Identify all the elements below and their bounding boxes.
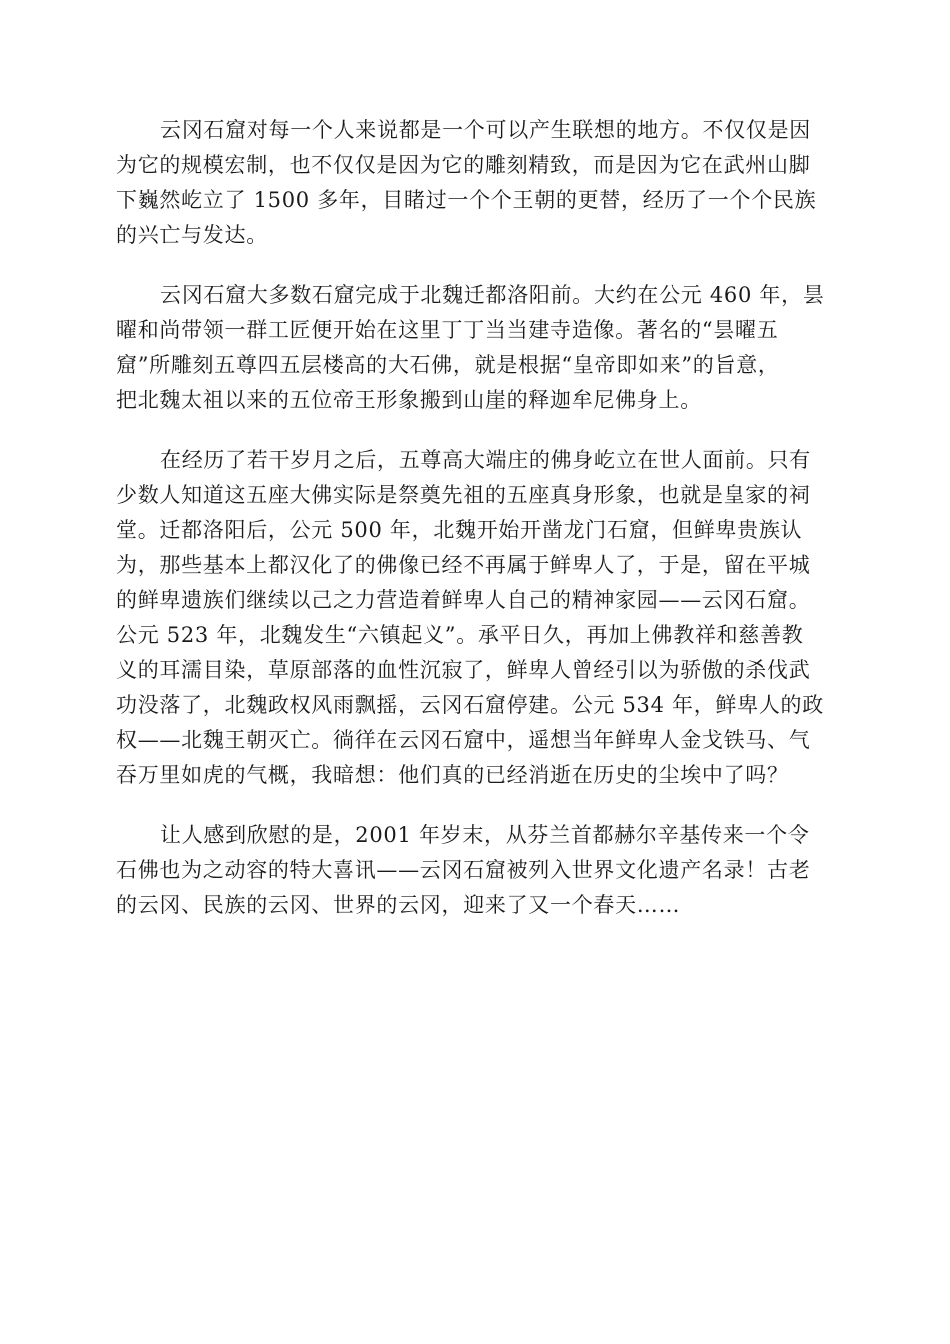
- text-line: 让人感到欣慰的是，2001 年岁末，从芬兰首都赫尔辛基传来一个令: [160, 823, 810, 847]
- text-line: 云冈石窟对每一个人来说都是一个可以产生联想的地方。不仅仅是因: [160, 118, 811, 142]
- paragraph-2: [116, 278, 836, 418]
- paragraph-4: [116, 818, 836, 923]
- text-line: 云冈石窟大多数石窟完成于北魏迁都洛阳前。大约在公元 460 年，昙: [160, 283, 825, 307]
- text-line: 窟”所雕刻五尊四五层楼高的大石佛，就是根据“皇帝即如来”的旨意，: [116, 353, 780, 377]
- text-line: 曜和尚带领一群工匠便开始在这里丁丁当当建寺造像。著名的“昙曜五: [116, 318, 779, 342]
- text-line: 下巍然屹立了 1500 多年，目睹过一个个王朝的更替，经历了一个个民族: [116, 188, 817, 212]
- text-line: 的鲜卑遗族们继续以己之力营造着鲜卑人自己的精神家园——云冈石窟。: [116, 588, 811, 612]
- text-line: 权——北魏王朝灭亡。徜徉在云冈石窟中，遥想当年鲜卑人金戈铁马、气: [116, 728, 811, 752]
- text-line: 堂。迁都洛阳后，公元 500 年，北魏开始开凿龙门石窟，但鲜卑贵族认: [116, 518, 803, 542]
- text-line: 为它的规模宏制，也不仅仅是因为它的雕刻精致，而是因为它在武州山脚: [116, 153, 811, 177]
- text-line: 吞万里如虎的气概，我暗想：他们真的已经消逝在历史的尘埃中了吗？: [116, 763, 789, 787]
- paragraph-3: [116, 443, 836, 793]
- document-page: [116, 113, 836, 948]
- text-line: 义的耳濡目染，草原部落的血性沉寂了，鲜卑人曾经引以为骄傲的杀伐武: [116, 658, 811, 682]
- text-line: 石佛也为之动容的特大喜讯——云冈石窟被列入世界文化遗产名录！古老: [116, 858, 811, 882]
- text-line: 在经历了若干岁月之后，五尊高大端庄的佛身屹立在世人面前。只有: [160, 448, 811, 472]
- text-line: 把北魏太祖以来的五位帝王形象搬到山崖的释迦牟尼佛身上。: [116, 388, 702, 412]
- text-line: 为，那些基本上都汉化了的佛像已经不再属于鲜卑人了，于是，留在平城: [116, 553, 811, 577]
- text-line: 的兴亡与发达。: [116, 223, 268, 247]
- paragraph-1: [116, 113, 836, 253]
- text-line: 公元 523 年，北魏发生“六镇起义”。承平日久，再加上佛教祥和慈善教: [116, 623, 804, 647]
- text-line: 少数人知道这五座大佛实际是祭奠先祖的五座真身形象，也就是皇家的祠: [116, 483, 811, 507]
- text-line: 的云冈、民族的云冈、世界的云冈，迎来了又一个春天……: [116, 893, 681, 917]
- text-line: 功没落了，北魏政权风雨飘摇，云冈石窟停建。公元 534 年，鲜卑人的政: [116, 693, 824, 717]
